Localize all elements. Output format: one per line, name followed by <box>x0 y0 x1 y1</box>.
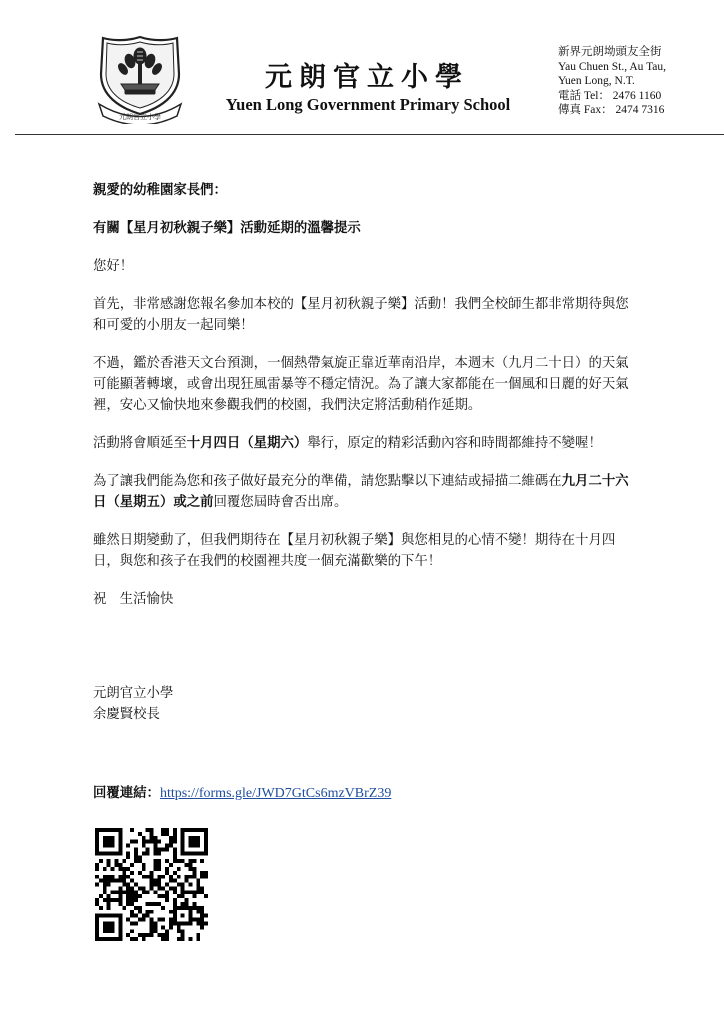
reply-request-intro: 為了讓我們能為您和孩子做好最充分的準備，請您點擊以下連結或掃描二維碼在 <box>93 474 562 489</box>
signature-school: 元朗官立小學 <box>93 686 174 701</box>
new-date-intro: 活動將會順延至 <box>93 436 187 451</box>
reply-deadline: 九月二十六日（星期五）或之前 <box>93 474 629 510</box>
greeting: 您好！ <box>93 259 134 274</box>
school-crest-icon <box>95 34 185 124</box>
paragraph-closing-wish: 雖然日期變動了，但我們期待在【星月初秋親子樂】與您相見的心情不變！期待在十月四日，與您和孩子在我們的校園裡共度一個充滿歡樂的下午！ <box>93 533 616 569</box>
signature-principal: 余慶賢校長 <box>93 707 160 722</box>
paragraph-new-date <box>93 433 638 454</box>
reply-link-line <box>93 783 391 804</box>
salutation: 親愛的幼稚園家長們： <box>93 183 227 198</box>
new-date: 十月四日（星期六） <box>186 436 308 451</box>
fax-label: 傳真 Fax： <box>558 104 613 116</box>
new-date-details: 舉行，原定的精彩活動內容和時間都維持不變喔！ <box>307 436 602 451</box>
telephone-label: 電話 Tel： <box>558 89 610 102</box>
school-address-block <box>558 45 666 118</box>
reply-link-label: 回覆連結： <box>93 786 160 801</box>
address-chinese: 新界元朗坳頭友全街 <box>558 46 662 58</box>
reply-request-end: 回覆您屆時會否出席。 <box>213 495 348 510</box>
reply-form-link[interactable]: https://forms.gle/JWD7GtCs6mzVBrZ39 <box>159 786 392 801</box>
closing-blessing: 祝 生活愉快 <box>93 592 174 607</box>
telephone-number: 2476 1160 <box>612 89 662 102</box>
paragraph-reply-request <box>93 471 638 513</box>
paragraph-postponement-reason: 不過，鑑於香港天文台預測，一個熱帶氣旋正靠近華南沿岸，本週末（九月二十日）的天氣可能顯著轉壞，或會出現狂風雷暴等不穩定情況。為了讓大家都能在一個風和日麗的好天氣裡，安心又愉快地來參觀我們的校園，我們決定將活動稍作延期。 <box>93 356 629 413</box>
subject-line: 有關【星月初秋親子樂】活動延期的溫馨提示 <box>93 221 361 236</box>
qr-code-icon[interactable] <box>95 828 208 941</box>
paragraph-thanks: 首先，非常感謝您報名參加本校的【星月初秋親子樂】活動！我們全校師生都非常期待與您和可愛的小朋友一起同樂！ <box>93 297 629 333</box>
signature-block <box>93 683 173 725</box>
header-divider <box>15 134 724 135</box>
crest-ribbon-text: 元朗官立小學 <box>119 113 161 121</box>
fax-line <box>558 103 666 118</box>
address-english-line-1: Yau Chuen St., Au Tau, <box>558 60 667 73</box>
school-name-english: Yuen Long Government Primary School <box>225 95 511 114</box>
address-english-line-2: Yuen Long, N.T. <box>558 75 635 87</box>
fax-number: 2474 7316 <box>615 104 665 116</box>
letter-body <box>93 180 638 627</box>
telephone-line <box>558 89 666 104</box>
school-name-chinese: 元朗官立小學 <box>265 62 469 93</box>
